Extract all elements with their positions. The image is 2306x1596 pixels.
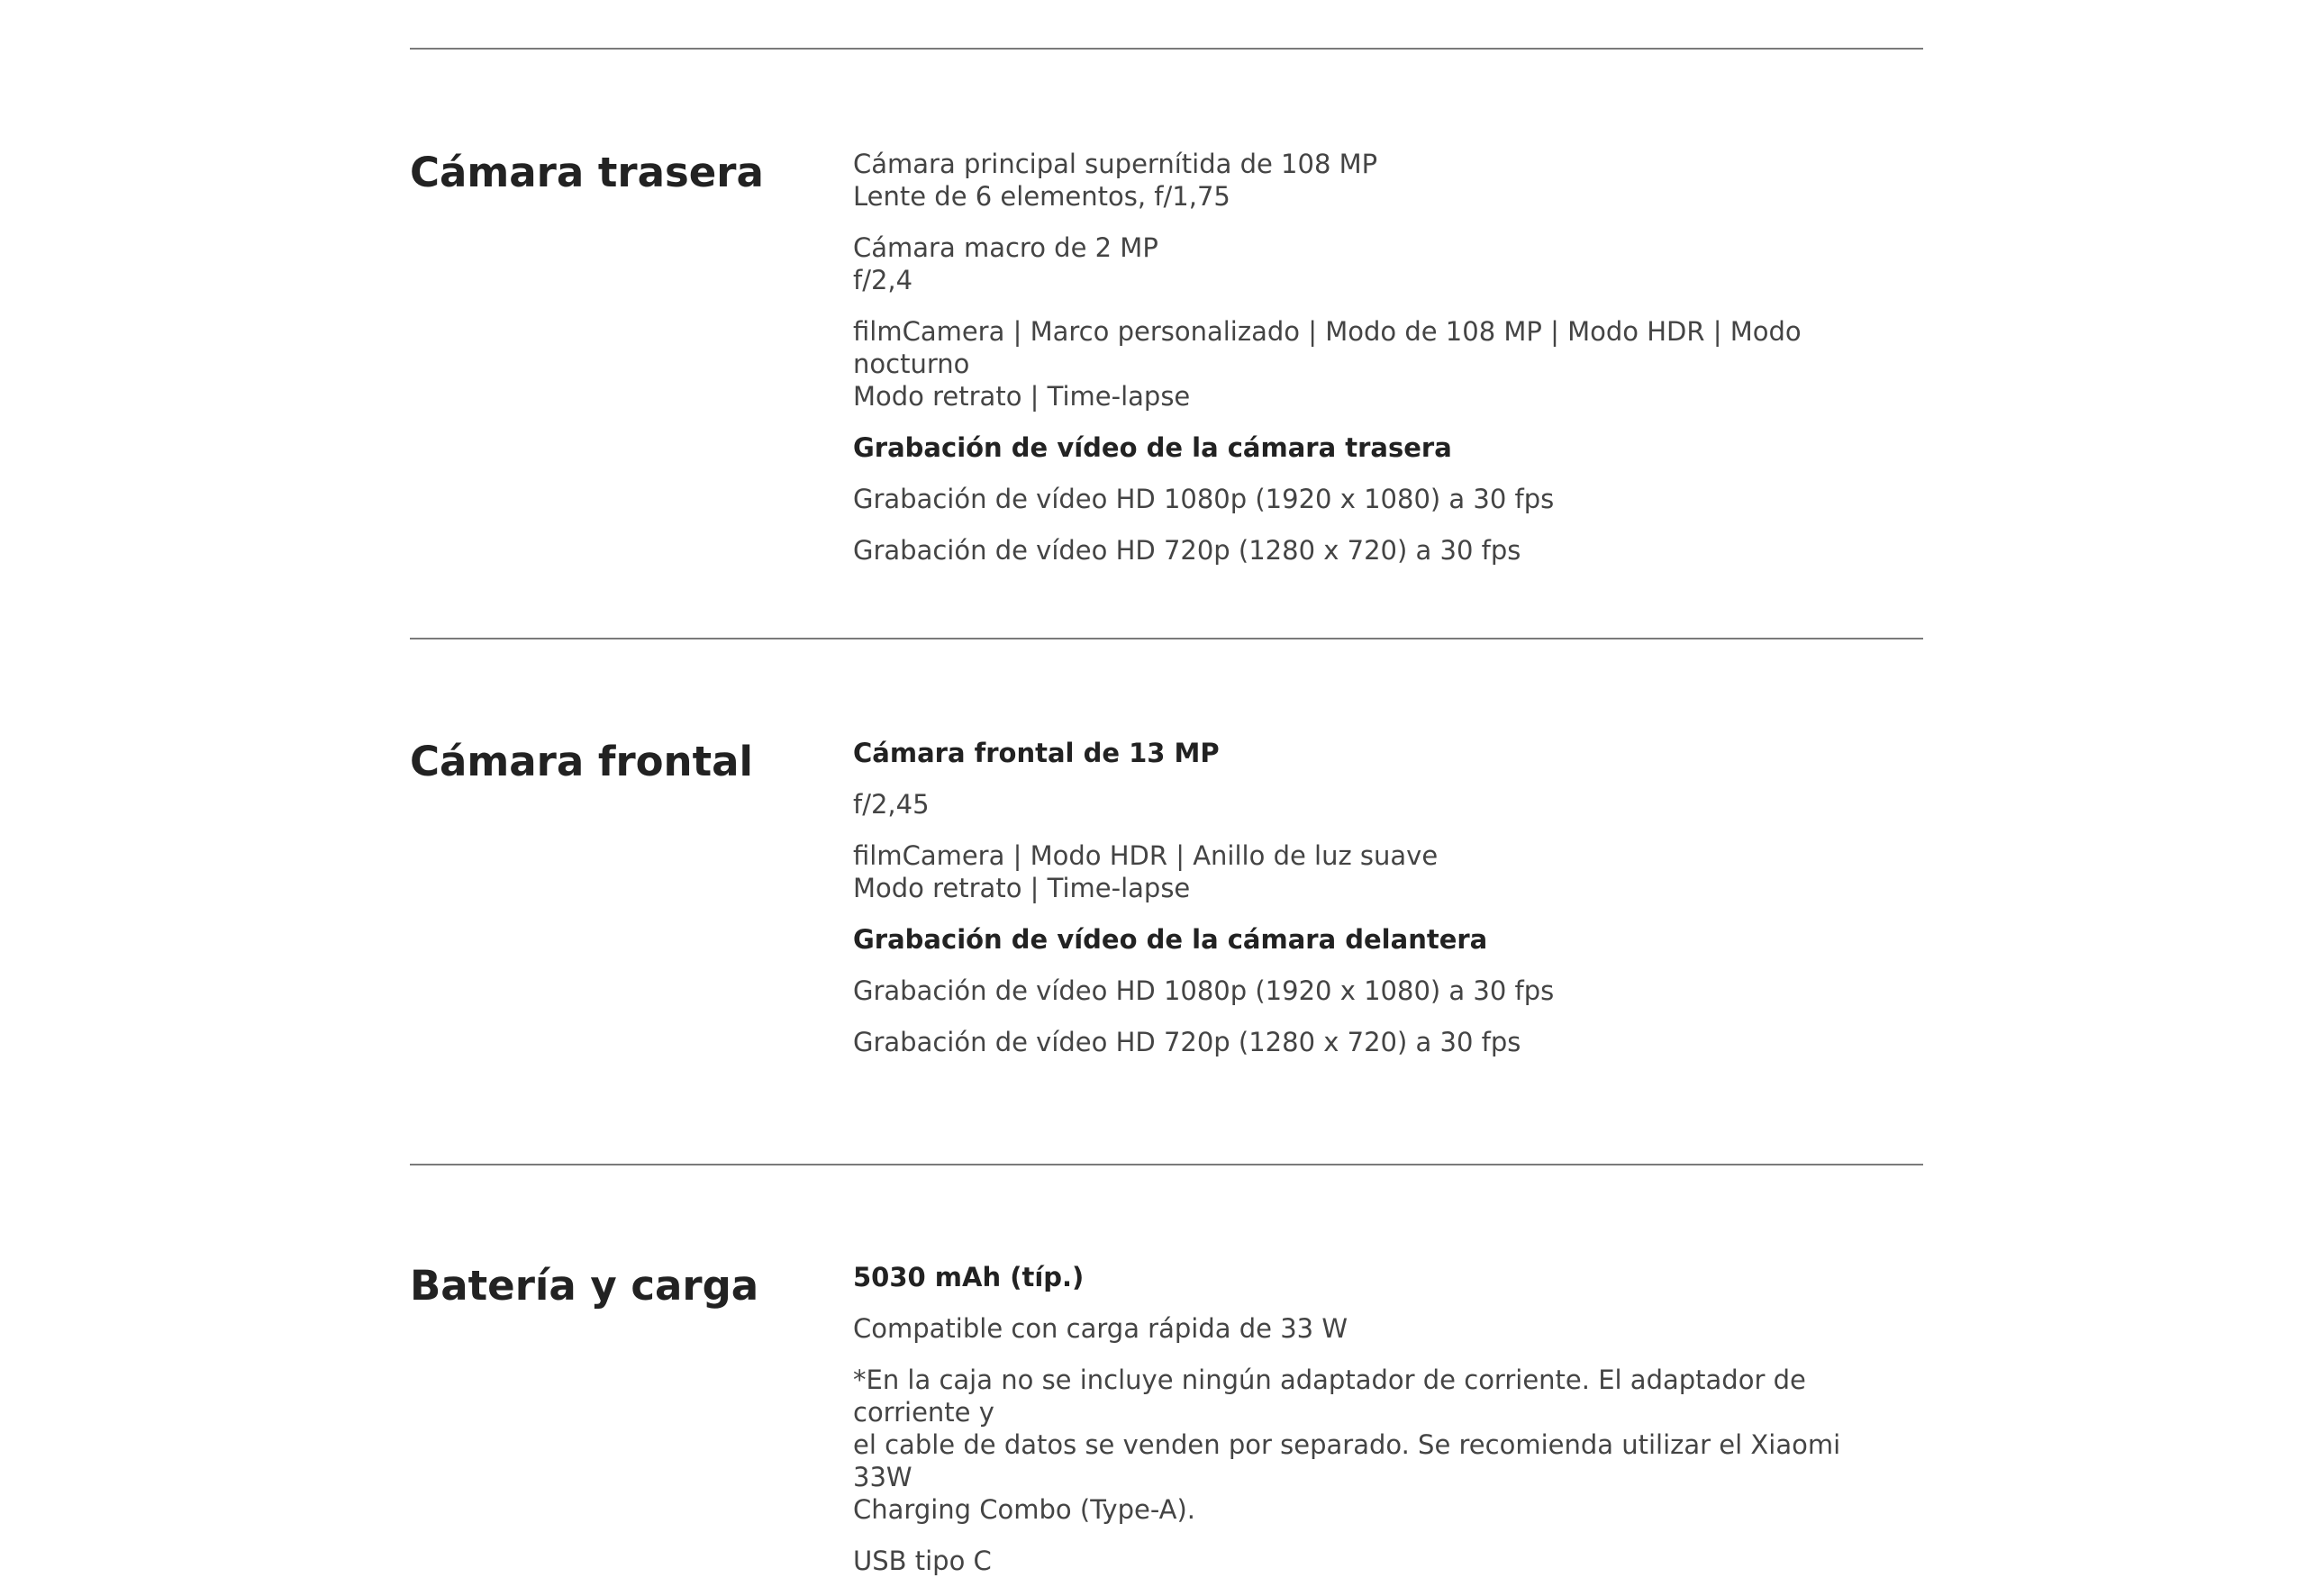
section-divider (410, 1164, 1923, 1165)
spec-line: filmCamera | Marco personalizado | Modo de 108 MP | Modo HDR | Modo nocturno (853, 316, 1802, 379)
spec-line: USB tipo C (853, 1546, 992, 1576)
spec-list (853, 148, 1880, 585)
spec-list (853, 737, 1880, 1077)
spec-item (853, 1026, 1880, 1058)
section-title: Cámara frontal (410, 738, 753, 785)
spec-item (853, 1312, 1880, 1345)
spec-line: Grabación de vídeo HD 720p (1280 x 720) a 30 fps (853, 1027, 1521, 1057)
spec-item (853, 148, 1880, 213)
spec-line: f/2,4 (853, 265, 913, 295)
spec-item (853, 231, 1880, 296)
spec-line: *En la caja no se incluye ningún adaptador de corriente. El adaptador de corriente y (853, 1365, 1806, 1428)
spec-line: filmCamera | Modo HDR | Anillo de luz suave (853, 840, 1439, 871)
spec-line: f/2,45 (853, 789, 930, 820)
spec-item (853, 1364, 1880, 1526)
section-title: Cámara trasera (410, 149, 764, 196)
spec-line: Modo retrato | Time-lapse (853, 381, 1191, 412)
spec-item (853, 315, 1880, 413)
spec-heading (853, 1261, 1880, 1293)
spec-item (853, 975, 1880, 1007)
section-divider (410, 638, 1923, 639)
spec-heading (853, 431, 1880, 464)
spec-line: Grabación de vídeo HD 720p (1280 x 720) a 30 fps (853, 535, 1521, 566)
spec-item (853, 788, 1880, 821)
spec-line: Grabación de vídeo HD 1080p (1920 x 1080) a 30 fps (853, 484, 1555, 514)
spec-line: Grabación de vídeo HD 1080p (1920 x 1080) a 30 fps (853, 975, 1555, 1006)
spec-line: Cámara principal supernítida de 108 MP (853, 149, 1378, 179)
spec-line: Grabación de vídeo de la cámara trasera (853, 432, 1452, 463)
spec-line: Grabación de vídeo de la cámara delantera (853, 924, 1488, 955)
spec-list (853, 1261, 1880, 1596)
spec-item (853, 534, 1880, 567)
section-title: Batería y carga (410, 1262, 759, 1310)
spec-line: Charging Combo (Type-A). (853, 1494, 1196, 1525)
section-divider (410, 48, 1923, 50)
spec-line: Modo retrato | Time-lapse (853, 873, 1191, 903)
spec-heading (853, 923, 1880, 956)
spec-line: Lente de 6 elementos, f/1,75 (853, 181, 1230, 212)
spec-item (853, 1545, 1880, 1577)
spec-item (853, 839, 1880, 904)
spec-line: Cámara macro de 2 MP (853, 232, 1158, 263)
spec-line: el cable de datos se venden por separado. Se recomienda utilizar el Xiaomi 33W (853, 1429, 1841, 1492)
spec-line: 5030 mAh (típ.) (853, 1262, 1085, 1292)
spec-heading (853, 737, 1880, 769)
spec-line: Cámara frontal de 13 MP (853, 738, 1220, 768)
spec-item (853, 483, 1880, 515)
spec-line: Compatible con carga rápida de 33 W (853, 1313, 1348, 1344)
